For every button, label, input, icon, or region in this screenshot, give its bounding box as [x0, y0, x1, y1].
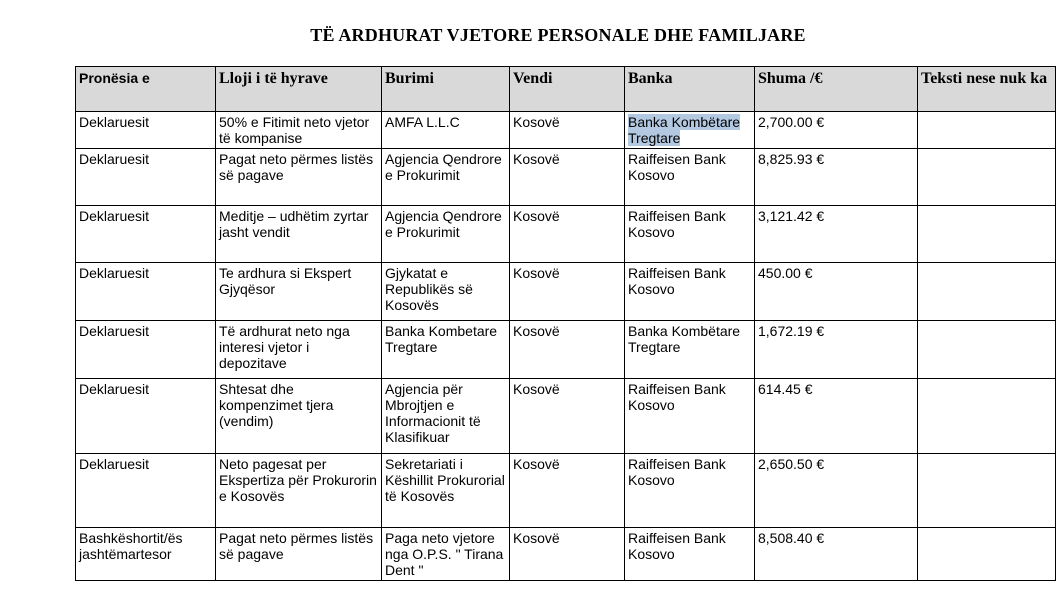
cell-note[interactable]	[918, 263, 1056, 321]
table-row	[76, 206, 1056, 263]
header-owner: Pronësia e	[76, 67, 216, 112]
table-row	[76, 263, 1056, 321]
cell-owner[interactable]: Deklaruesit	[76, 321, 216, 379]
cell-owner[interactable]: Deklaruesit	[76, 263, 216, 321]
table-row	[76, 528, 1056, 581]
cell-country[interactable]: Kosovë	[510, 528, 625, 581]
cell-bank[interactable]	[625, 112, 755, 149]
table-row	[76, 454, 1056, 528]
page-title: TË ARDHURAT VJETORE PERSONALE DHE FAMILJARE	[310, 25, 806, 45]
header-country: Vendi	[510, 67, 625, 112]
cell-note[interactable]	[918, 379, 1056, 454]
cell-country[interactable]: Kosovë	[510, 112, 625, 149]
cell-source[interactable]: AMFA L.L.C	[382, 112, 510, 149]
cell-note[interactable]	[918, 321, 1056, 379]
cell-source[interactable]: Gjykatat e Republikës së Kosovës	[382, 263, 510, 321]
cell-source[interactable]: Agjencia për Mbrojtjen e Informacionit të Klasifikuar	[382, 379, 510, 454]
table-row	[76, 149, 1056, 206]
cell-country[interactable]: Kosovë	[510, 321, 625, 379]
cell-amount[interactable]: 614.45 €	[755, 379, 918, 454]
cell-country[interactable]: Kosovë	[510, 263, 625, 321]
header-bank: Banka	[625, 67, 755, 112]
cell-bank[interactable]: Raiffeisen Bank Kosovo	[625, 528, 755, 581]
cell-note[interactable]	[918, 206, 1056, 263]
cell-type[interactable]: Neto pagesat per Ekspertiza për Prokurorin e Kosovës	[216, 454, 382, 528]
cell-type[interactable]: Pagat neto përmes listës së pagave	[216, 528, 382, 581]
cell-type[interactable]: Meditje – udhëtim zyrtar jasht vendit	[216, 206, 382, 263]
table-row	[76, 112, 1056, 149]
cell-note[interactable]	[918, 149, 1056, 206]
table-row	[76, 379, 1056, 454]
cell-owner[interactable]: Bashkëshortit/ës jashtëmartesor	[76, 528, 216, 581]
cell-source[interactable]: Sekretariati i Këshillit Prokurorial të Kosovës	[382, 454, 510, 528]
cell-owner[interactable]: Deklaruesit	[76, 149, 216, 206]
cell-amount[interactable]: 3,121.42 €	[755, 206, 918, 263]
cell-country[interactable]: Kosovë	[510, 454, 625, 528]
table-header-row	[76, 67, 1056, 112]
cell-note[interactable]	[918, 454, 1056, 528]
cell-country[interactable]: Kosovë	[510, 149, 625, 206]
cell-note[interactable]	[918, 112, 1056, 149]
header-amount: Shuma /€	[755, 67, 918, 112]
cell-country[interactable]: Kosovë	[510, 206, 625, 263]
cell-type[interactable]: Pagat neto përmes listës së pagave	[216, 149, 382, 206]
cell-bank[interactable]: Raiffeisen Bank Kosovo	[625, 263, 755, 321]
cell-bank[interactable]: Raiffeisen Bank Kosovo	[625, 454, 755, 528]
cell-owner[interactable]: Deklaruesit	[76, 206, 216, 263]
header-source: Burimi	[382, 67, 510, 112]
cell-country[interactable]: Kosovë	[510, 379, 625, 454]
cell-bank[interactable]: Banka Kombëtare Tregtare	[625, 321, 755, 379]
cell-type[interactable]: Shtesat dhe kompenzimet tjera (vendim)	[216, 379, 382, 454]
cell-amount[interactable]: 450.00 €	[755, 263, 918, 321]
cell-amount[interactable]: 1,672.19 €	[755, 321, 918, 379]
cell-owner[interactable]: Deklaruesit	[76, 379, 216, 454]
cell-bank[interactable]: Raiffeisen Bank Kosovo	[625, 149, 755, 206]
cell-amount[interactable]: 2,650.50 €	[755, 454, 918, 528]
income-table	[75, 66, 1056, 581]
cell-source[interactable]: Paga neto vjetore nga O.P.S. " Tirana Dent "	[382, 528, 510, 581]
cell-bank[interactable]: Raiffeisen Bank Kosovo	[625, 206, 755, 263]
header-note: Teksti nese nuk ka	[918, 67, 1056, 112]
cell-owner[interactable]: Deklaruesit	[76, 112, 216, 149]
header-type: Lloji i të hyrave	[216, 67, 382, 112]
cell-source[interactable]: Banka Kombetare Tregtare	[382, 321, 510, 379]
cell-bank[interactable]: Raiffeisen Bank Kosovo	[625, 379, 755, 454]
selected-text[interactable]: Banka Kombëtare Tregtare	[628, 114, 741, 146]
cell-source[interactable]: Agjencia Qendrore e Prokurimit	[382, 149, 510, 206]
cell-type[interactable]: 50% e Fitimit neto vjetor të kompanise	[216, 112, 382, 149]
table-row	[76, 321, 1056, 379]
cell-owner[interactable]: Deklaruesit	[76, 454, 216, 528]
cell-amount[interactable]: 2,700.00 €	[755, 112, 918, 149]
cell-amount[interactable]: 8,508.40 €	[755, 528, 918, 581]
cell-source[interactable]: Agjencia Qendrore e Prokurimit	[382, 206, 510, 263]
cell-amount[interactable]: 8,825.93 €	[755, 149, 918, 206]
cell-type[interactable]: Te ardhura si Ekspert Gjyqësor	[216, 263, 382, 321]
cell-type[interactable]: Të ardhurat neto nga interesi vjetor i depozitave	[216, 321, 382, 379]
cell-note[interactable]	[918, 528, 1056, 581]
